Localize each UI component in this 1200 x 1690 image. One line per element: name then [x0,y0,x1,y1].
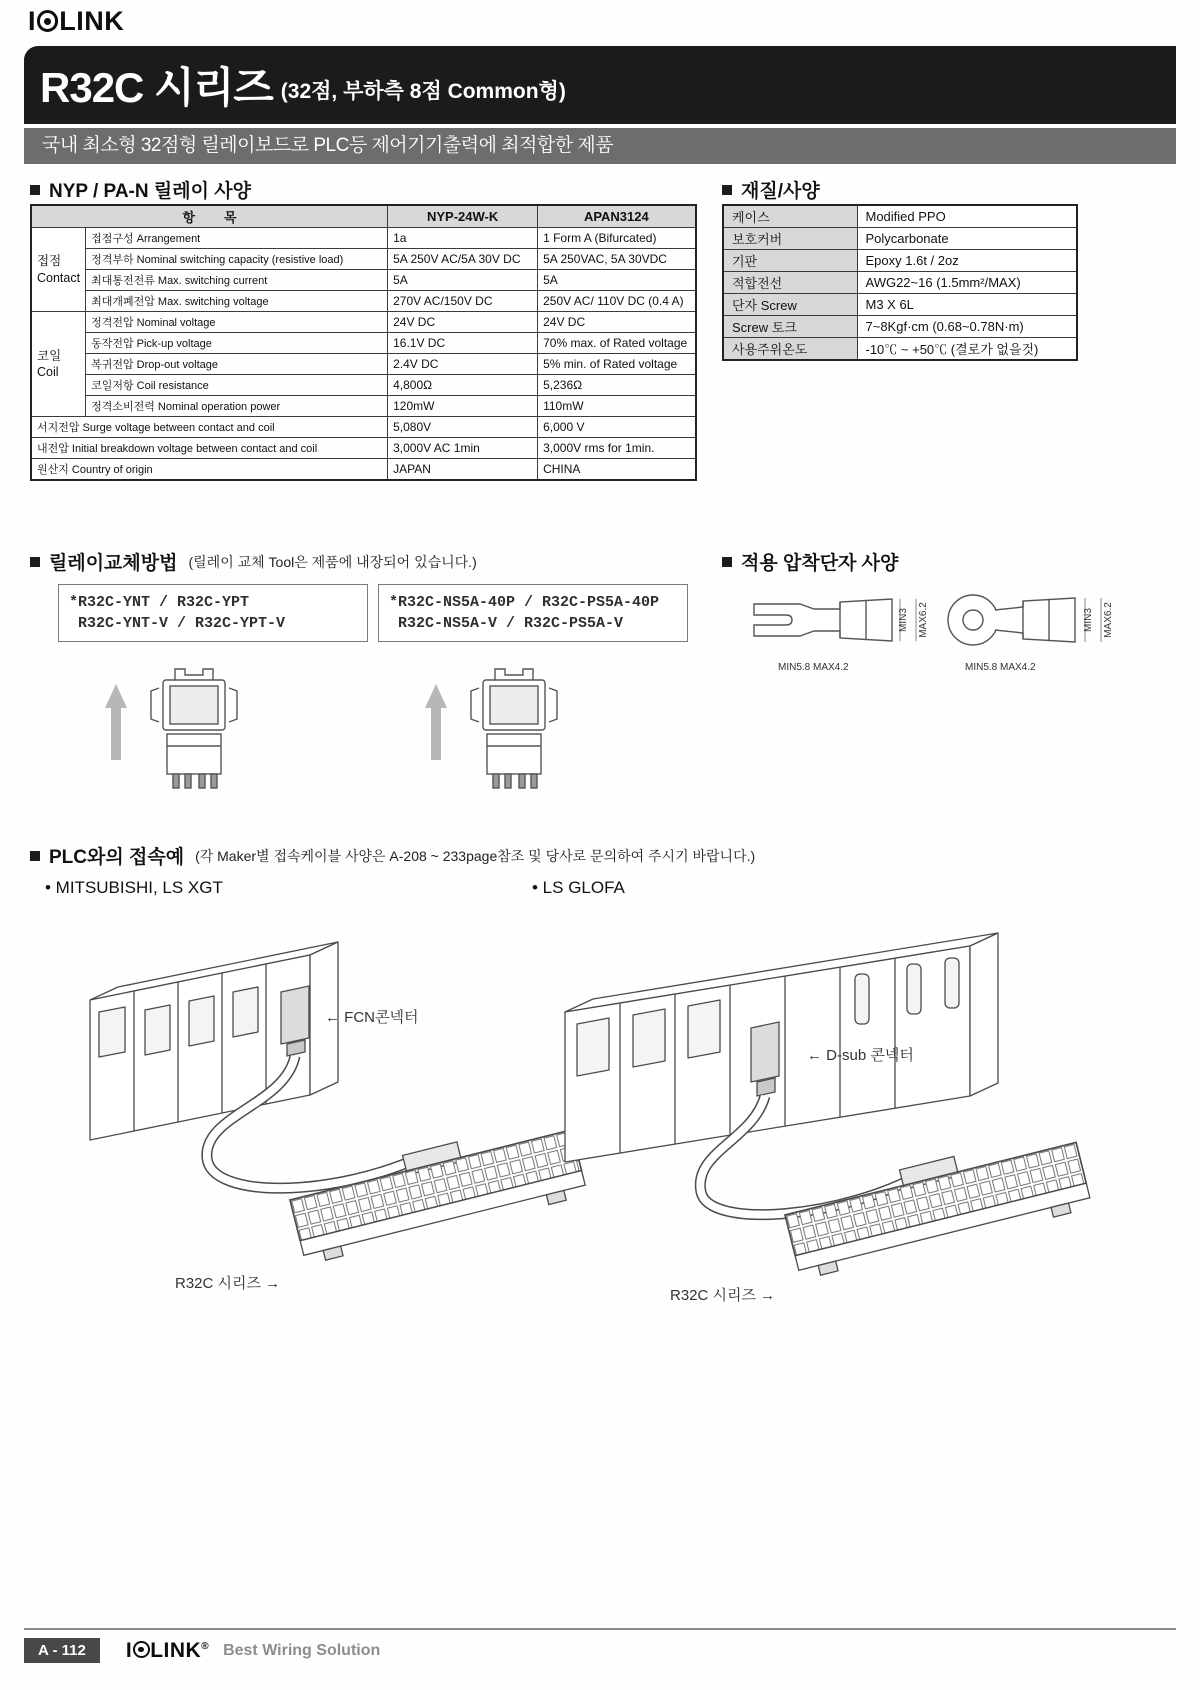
model-line: R32C-YNT-V / R32C-YPT-V [78,615,286,632]
spec-value-apan: 1 Form A (Bifurcated) [538,228,696,249]
spec-value-apan: 110mW [538,396,696,417]
spec-value-apan: 24V DC [538,312,696,333]
spec-label: 코일저항 Coil resistance [86,375,388,396]
spec-value-nyp: 5,080V [388,417,538,438]
spec-value-nyp: 120mW [388,396,538,417]
table-row [31,354,696,375]
table-row [31,438,696,459]
model-list-box-2 [378,584,688,642]
spec-value-apan: 5,236Ω [538,375,696,396]
section-bullet-icon [30,185,40,195]
material-spec-table [722,204,1078,361]
section-title-replacement [30,548,477,575]
table-row [31,459,696,480]
iolink-logo [28,6,124,37]
group-label-en: Coil [37,365,59,379]
spec-value-nyp: 16.1V DC [388,333,538,354]
series-title-bar [24,46,1176,124]
board-label: R32C 시리즈 → [670,1287,776,1304]
fork-terminal-shape [754,599,892,641]
material-value: AWG22~16 (1.5mm²/MAX) [857,272,1077,294]
section-note: (각 Maker별 접속케이블 사양은 A-208 ~ 233page참조 및 당사로 문의하여 주시기 바랍니다.) [195,847,756,864]
up-arrow-icon [425,684,447,760]
spec-value-apan: 6,000 V [538,417,696,438]
table-row [31,249,696,270]
dim-label-max62: MAX6.2 [918,602,929,638]
spec-value-apan: 250V AC/ 110V DC (0.4 A) [538,291,696,312]
section-title-text: 적용 압착단자 사양 [741,553,899,574]
material-label: 단자 Screw [723,294,857,316]
up-arrow-icon [105,684,127,760]
logo-circle-icon [133,1641,150,1658]
material-label: 적합전선 [723,272,857,294]
section-title-material [722,176,820,203]
spec-label: 정격전압 Nominal voltage [86,312,388,333]
spec-value-nyp: 1a [388,228,538,249]
material-value: 7~8Kgf·cm (0.68~0.78N·m) [857,316,1077,338]
spec-value-apan: 70% max. of Rated voltage [538,333,696,354]
spec-label: 접점구성 Arrangement [86,228,388,249]
table-row [723,272,1077,294]
model-line: *R32C-NS5A-40P / R32C-PS5A-40P [389,594,660,611]
spec-label: 동작전압 Pick-up voltage [86,333,388,354]
col-header-item: 항 목 [31,205,388,228]
registered-mark: ® [201,1640,210,1652]
spec-value-apan: 3,000V rms for 1min. [538,438,696,459]
spec-value-nyp: 3,000V AC 1min [388,438,538,459]
spec-value-nyp: JAPAN [388,459,538,480]
page-title: R32C 시리즈 [40,64,273,111]
logo-text-i: I [28,6,37,36]
spec-label: 정격부하 Nominal switching capacity (resistive load) [86,249,388,270]
table-header-row [31,205,696,228]
spec-value-nyp: 270V AC/150V DC [388,291,538,312]
section-title-plc [30,842,755,869]
table-row [31,270,696,291]
spec-label: 서지전압 Surge voltage between contact and coil [31,417,388,438]
logo-text-i: I [125,1638,133,1662]
dim-label-min3: MIN3 [1083,608,1094,632]
relay-replacement-diagram-2 [395,650,625,815]
table-row [723,250,1077,272]
spec-label: 정격소비전력 Nominal operation power [86,396,388,417]
section-title-terminal [722,548,898,575]
section-note: (릴레이 교체 Tool은 제품에 내장되어 있습니다.) [188,553,477,570]
section-title-text: 재질/사양 [741,181,820,202]
table-row [723,316,1077,338]
table-row [723,228,1077,250]
table-row [723,205,1077,228]
spec-value-nyp: 5A 250V AC/5A 30V DC [388,249,538,270]
group-label-en: Contact [37,270,81,285]
spec-value-apan: CHINA [538,459,696,480]
material-label: 케이스 [723,205,857,228]
spec-label: 복귀전압 Drop-out voltage [86,354,388,375]
col-header-nyp: NYP-24W-K [388,205,538,228]
connector-label: ← D-sub 콘넥터 [807,1047,914,1064]
spec-value-nyp: 5A [388,270,538,291]
ring-terminal-diagram [935,578,1130,686]
plc-caption-left: • MITSUBISHI, LS XGT [45,878,223,897]
model-line: *R32C-YNT / R32C-YPT [69,594,250,611]
product-description-bar: 국내 최소형 32점형 릴레이보드로 PLC등 제어기기출력에 최적합한 제품 [24,128,1176,164]
material-value: M3 X 6L [857,294,1077,316]
section-title-relay-spec [30,176,251,203]
table-row [31,417,696,438]
spec-value-apan: 5A 250VAC, 5A 30VDC [538,249,696,270]
spec-value-apan: 5% min. of Rated voltage [538,354,696,375]
col-header-apan: APAN3124 [538,205,696,228]
connector-label: ← FCN콘넥터 [325,1009,419,1026]
spec-label: 내전압 Initial breakdown voltage between contact and coil [31,438,388,459]
relay-illustration [471,669,557,788]
plc-connection-right-diagram [545,900,1165,1370]
material-value: Polycarbonate [857,228,1077,250]
dim-label-max62: MAX6.2 [1103,602,1114,638]
material-label: 보호커버 [723,228,857,250]
logo-text-link: LINK [150,1638,202,1662]
section-title-text: 릴레이교체방법 [49,553,178,574]
table-row [723,338,1077,361]
dim-label-bottom: MIN5.8 MAX4.2 [778,662,849,673]
spec-label: 최대개폐전압 Max. switching voltage [86,291,388,312]
material-label: 사용주위온도 [723,338,857,361]
logo-circle-icon [37,10,59,32]
spec-value-nyp: 4,800Ω [388,375,538,396]
material-label: 기판 [723,250,857,272]
relay-spec-table [30,204,697,481]
section-bullet-icon [30,557,40,567]
material-value: Epoxy 1.6t / 2oz [857,250,1077,272]
table-row [31,312,696,333]
iolink-logo-footer [126,1639,209,1663]
footer-tagline: Best Wiring Solution [223,1641,381,1659]
section-bullet-icon [722,185,732,195]
ring-terminal-shape [948,595,1075,645]
material-value: Modified PPO [857,205,1077,228]
page-number-badge: A - 112 [24,1638,100,1663]
page-title-suffix: (32점, 부하측 8점 Common형) [280,80,566,103]
dim-label-bottom: MIN5.8 MAX4.2 [965,662,1036,673]
group-label-ko: 접점 [37,254,62,269]
plc-caption-right: • LS GLOFA [532,878,625,897]
dim-label-min3: MIN3 [898,608,909,632]
table-row [31,396,696,417]
group-coil-cell [31,312,86,417]
material-value: -10℃ ~ +50℃ (결로가 없을것) [857,338,1077,361]
table-row [31,291,696,312]
spec-value-nyp: 2.4V DC [388,354,538,375]
section-title-text: NYP / PA-N 릴레이 사양 [49,181,251,202]
relay-replacement-diagram-1 [75,650,305,815]
material-label: Screw 토크 [723,316,857,338]
relay-board [286,1114,587,1265]
section-title-text: PLC와의 접속예 [49,847,185,868]
logo-text-link: LINK [59,6,125,36]
section-bullet-icon [722,557,732,567]
spec-label: 원산지 Country of origin [31,459,388,480]
group-contact-cell [31,228,86,312]
page-footer [24,1628,1176,1663]
table-row [31,228,696,249]
spec-label: 최대통전전류 Max. switching current [86,270,388,291]
relay-illustration [151,669,237,788]
board-label: R32C 시리즈 → [175,1275,281,1292]
table-row [723,294,1077,316]
table-row [31,333,696,354]
model-list-box-1 [58,584,368,642]
table-row [31,375,696,396]
fork-terminal-diagram [740,578,940,686]
plc-connection-left-diagram [35,900,595,1370]
section-bullet-icon [30,851,40,861]
model-line: R32C-NS5A-V / R32C-PS5A-V [398,615,624,632]
group-label-ko: 코일 [37,348,62,363]
spec-value-apan: 5A [538,270,696,291]
plc-rack [565,933,998,1162]
spec-value-nyp: 24V DC [388,312,538,333]
